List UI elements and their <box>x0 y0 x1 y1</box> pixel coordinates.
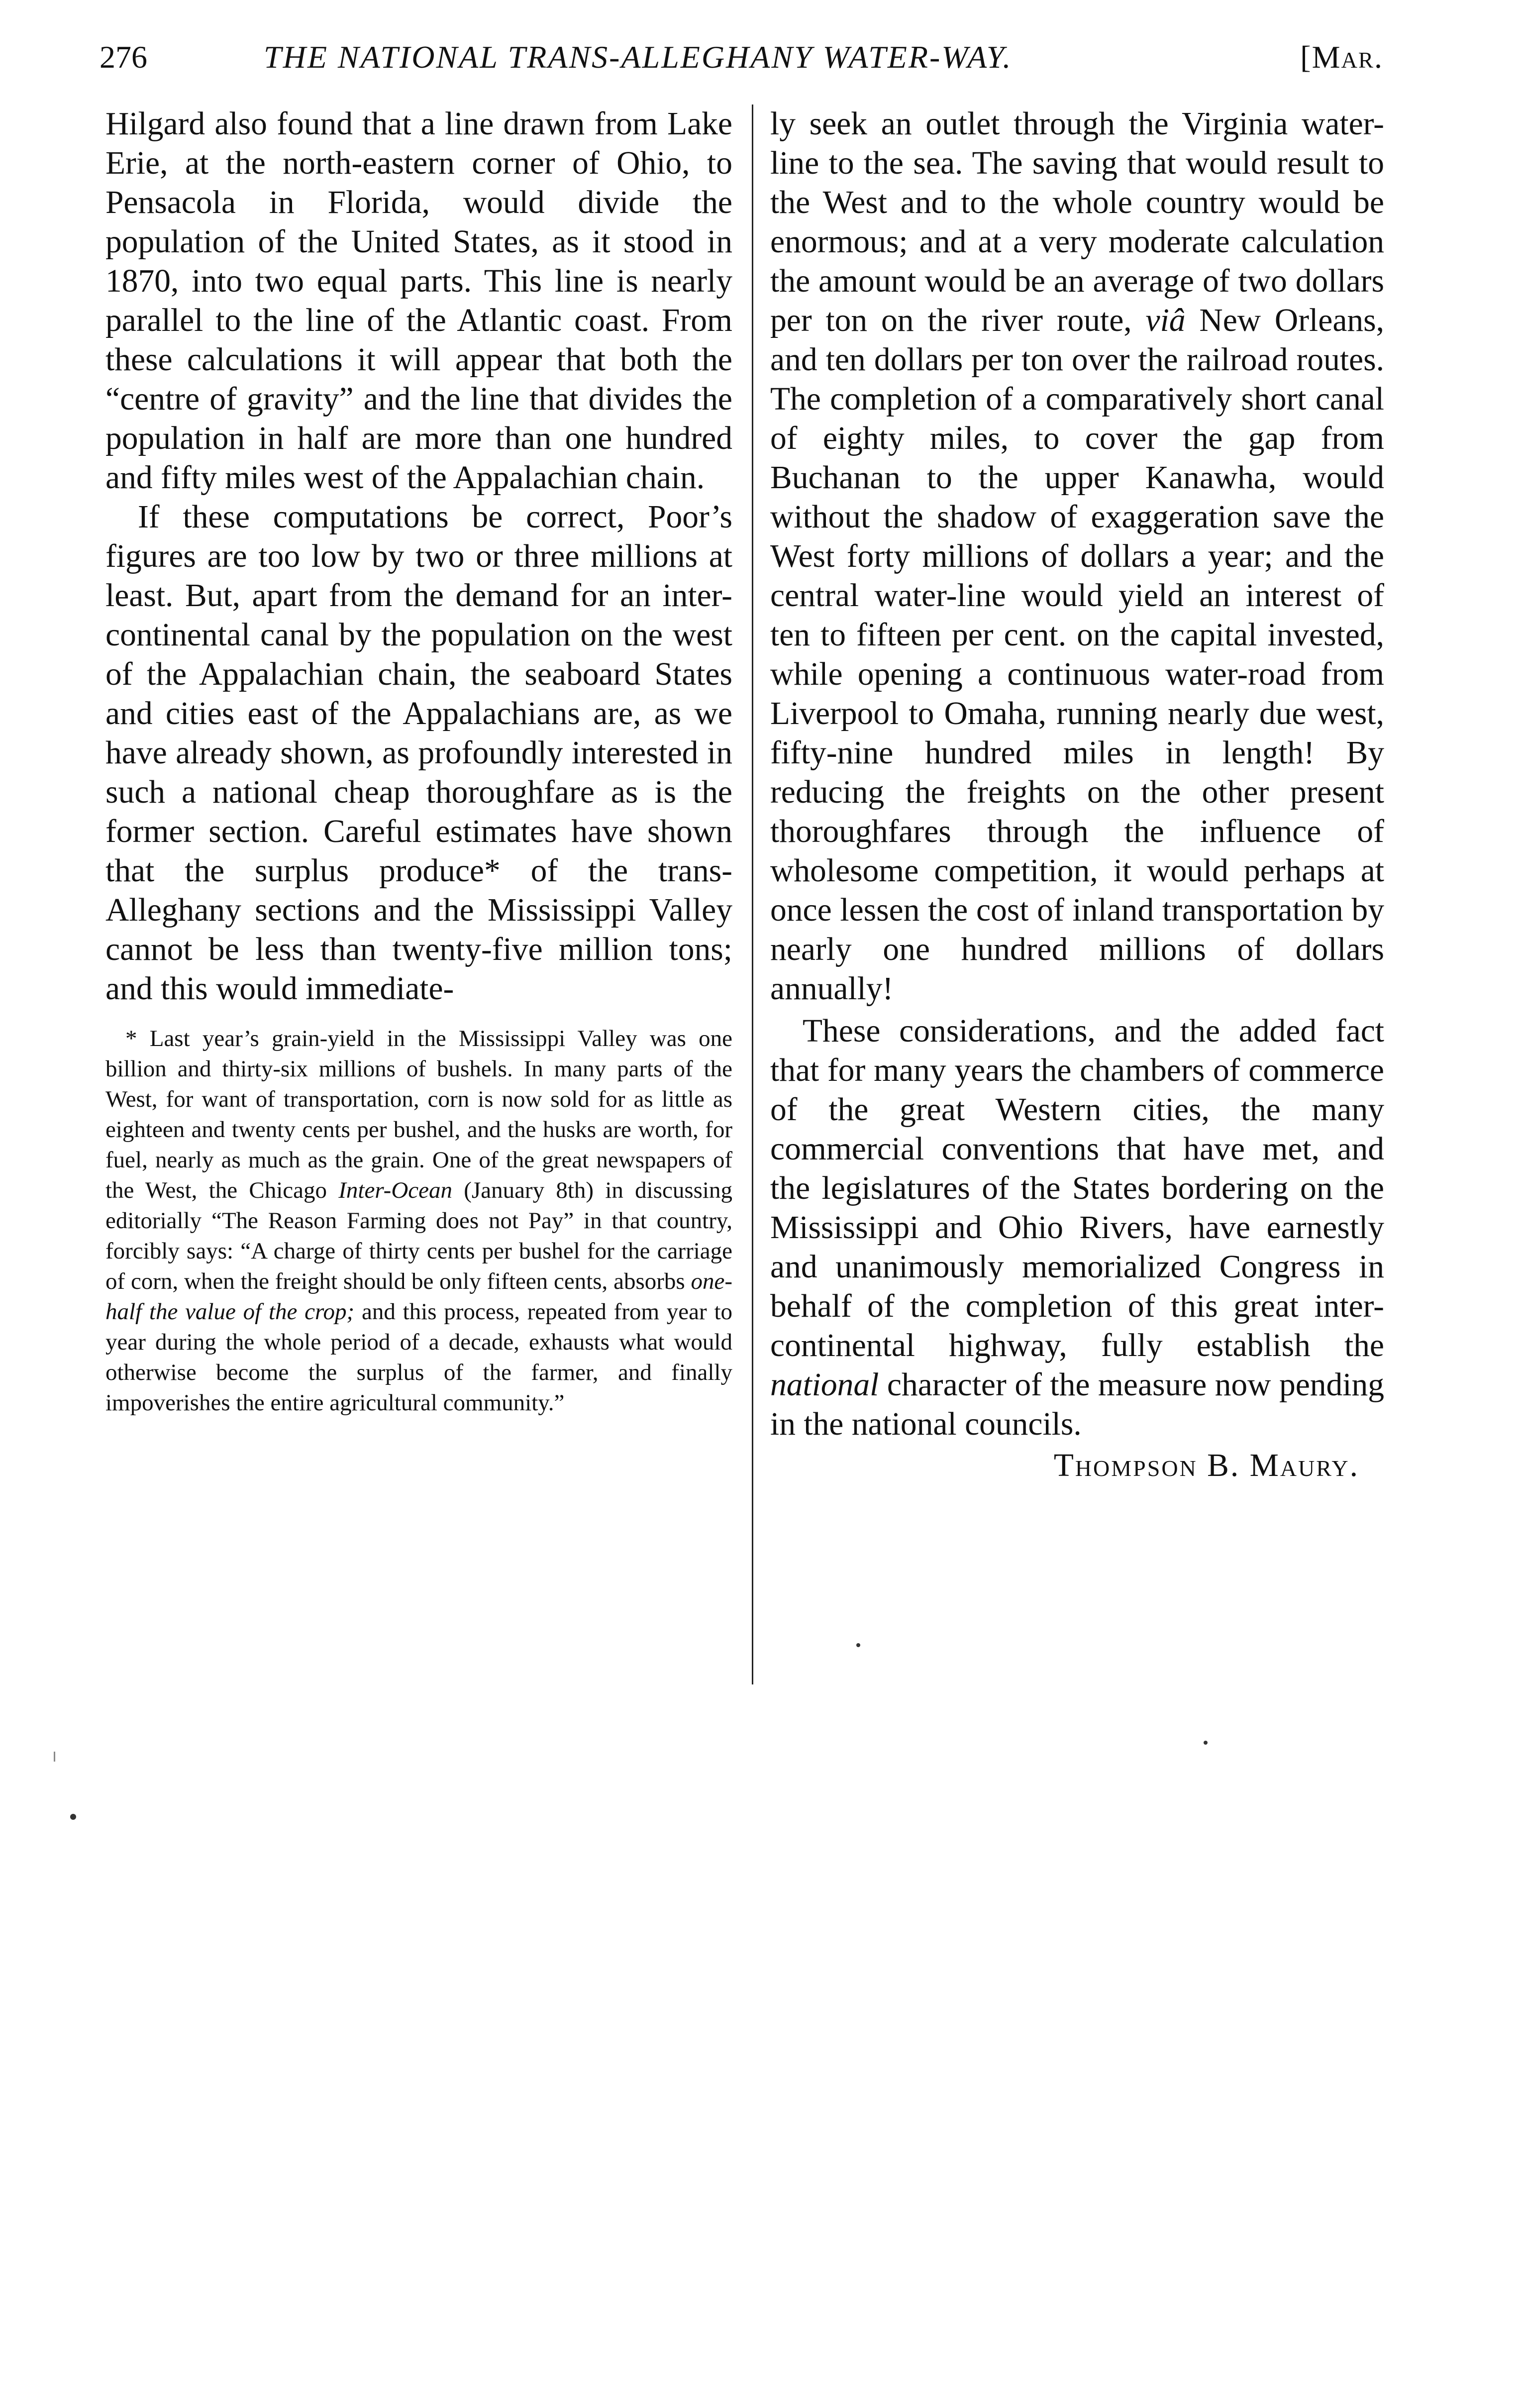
paragraph-virginia-water-line <box>770 105 1384 1009</box>
paragraph-text-2: New Orleans, and ten dollars per ton over the railroad routes. The completion of a comparatively short canal of eighty miles, to cover the gap from Buchanan to the upper Kanawha, would without the shadow of exaggeration save the West forty millions of dollars a year; and the central water-line would yield an interest of ten to fifteen per cent. on the capital invested, while opening a continuous water-road from Liverpool to Omaha, running nearly due west, fifty-nine hundred miles in length! By reducing the freights on the other present thoroughfares through the influence of wholesome competition, it would perhaps at once lessen the cost of inland transportation by nearly one hundred millions of dollars annually! <box>770 303 1385 1007</box>
footnote-newspaper-title: Inter-Ocean <box>338 1177 452 1203</box>
paragraph-considerations <box>770 1012 1384 1444</box>
italic-via: viâ <box>1145 303 1186 338</box>
column-divider <box>752 105 753 1684</box>
footnote-emphasis: one-half the value of the crop; <box>105 1268 732 1325</box>
footnote <box>105 1024 732 1418</box>
footnote-text-1: * Last year’s grain-yield in the Mississippi Valley was one billion and thirty-six millions of bushels. In many parts of the West, for want of transportation, corn is now sold for as little as eighteen and twenty cents per bushel, and the husks are worth, for fuel, nearly as much as the grain. One of the great newspapers of the West, the Chicago <box>105 1026 732 1203</box>
italic-national: national <box>770 1367 879 1403</box>
page-header <box>100 30 1383 85</box>
stray-dot <box>856 1643 860 1647</box>
paragraph-computations: If these computations be correct, Poor’s figures are too low by two or three millions at least. But, apart from the demand for an inter-continental canal by the population on the west of the Appalachian chain, the seaboard States and cities east of the Appalachians are, as we have already shown, as profoundly interested in such a national cheap thoroughfare as is the former section. Careful estimates have shown that the surplus produce* of the trans-Alleghany sections and the Mississippi Valley cannot be less than twenty-five million tons; and this would immediate- <box>105 499 732 1007</box>
footnote-text-3: and this process, repeated from year to year during the whole period of a decade, exhausts what would otherwise become the surplus of the farmer, and finally impoverishes the entire agricultural community.” <box>105 1299 732 1416</box>
right-column <box>770 105 1384 1485</box>
paragraph-text-1: ly seek an outlet through the Virginia water-line to the sea. The saving that would result to the West and to the whole country would be enormous; and at a very moderate calculation the amount would be an average of two dollars per ton on the river route, <box>770 106 1384 338</box>
stray-dot <box>70 1814 76 1820</box>
stray-dot <box>1204 1741 1208 1745</box>
paragraph-text-3: These considerations, and the added fact that for many years the chambers of commerce of the great Western cities, the many commercial conventions that have met, and the legislatures of the States bordering on the Mississippi and Ohio Rivers, have earnestly and unanimously memorialized Congress in behalf of the completion of this great inter-continental highway, fully establish the <box>770 1013 1384 1363</box>
author-signature: Thompson B. Maury. <box>1053 1448 1359 1483</box>
page-number: 276 <box>100 39 147 75</box>
left-column <box>105 105 732 1418</box>
running-title: THE NATIONAL TRANS-ALLEGHANY WATER-WAY. <box>264 39 1013 75</box>
footnote-text-2: (January 8th) in discussing editorially “The Reason Farming does not Pay” in that country, forcibly says: “A charge of thirty cents per bushel for the carriage of corn, when the freight should be only fifteen cents, absorbs <box>105 1177 732 1294</box>
paragraph-text-4: character of the measure now pending in the national councils. <box>770 1367 1384 1442</box>
stray-mark <box>54 1752 55 1762</box>
issue-month: [Mar. <box>1300 39 1383 75</box>
paragraph-hilgard: Hilgard also found that a line drawn from Lake Erie, at the north-eastern corner of Ohio, to Pensacola in Florida, would divide the population of the United States, as it stood in 1870, into two equal parts. This line is nearly parallel to the line of the Atlantic coast. From these calculations it will appear that both the “centre of gravity” and the line that divides the population in half are more than one hundred and fifty miles west of the Appalachian chain. <box>105 106 732 496</box>
